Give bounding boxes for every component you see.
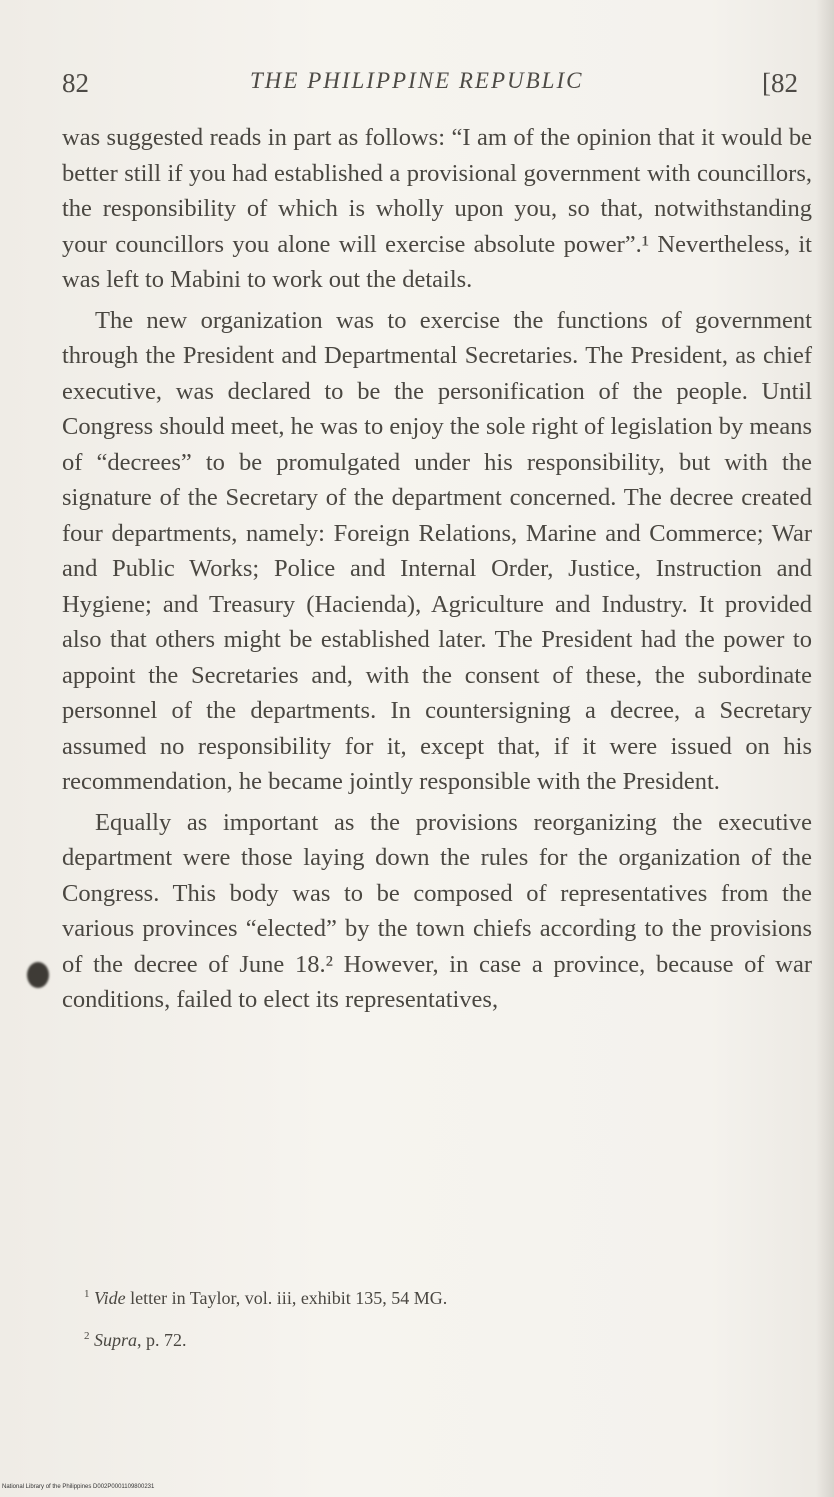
footnote-1 bbox=[84, 1275, 784, 1317]
footnote-mark: 2 bbox=[84, 1330, 90, 1342]
body-text bbox=[62, 120, 812, 1018]
footnote-mark: 1 bbox=[84, 1288, 90, 1300]
page-number-left: 82 bbox=[62, 68, 89, 98]
footnote-italic: Supra bbox=[94, 1330, 138, 1350]
ink-spot bbox=[27, 962, 49, 988]
scan-credit: National Library of the Philippines D002P0001109800231 bbox=[2, 1484, 155, 1490]
footnotes bbox=[84, 1275, 784, 1359]
running-title: THE PHILIPPINE REPUBLIC bbox=[250, 68, 584, 93]
footnote-text: letter in Taylor, vol. iii, exhibit 135, 54 MG. bbox=[125, 1288, 448, 1308]
footnote-2 bbox=[84, 1317, 784, 1359]
paragraph-1: was suggested reads in part as follows: “I am of the opinion that it would be better still if you had established a provisional government with councillors, the responsibility of which is wholly upon you, so that, notwithstanding your councillors you alone will exercise absolute power”.¹ Nevertheless, it was left to Mabini to work out the details. bbox=[62, 124, 812, 293]
footnote-italic: Vide bbox=[94, 1288, 126, 1308]
paragraph-2: The new organization was to exercise the functions of government through the President and Departmental Secretaries. The President, as chief executive, was declared to be the personification of the people. Until Congress should meet, he was to enjoy the sole right of legislation by means of “decrees” to be promulgated under his responsibility, but with the signature of the Secretary of the department concerned. The decree created four departments, namely: Foreign Relations, Marine and Commerce; War and Public Works; Police and Internal Order, Justice, Instruction and Hygiene; and Treasury (Hacienda), Agriculture and Industry. It provided also that others might be established later. The President had the power to appoint the Secretaries and, with the consent of these, the subordinate personnel of the departments. In countersigning a decree, a Secretary assumed no responsibility for it, except that, if it were issued on his recommendation, he became jointly responsible with the President. bbox=[62, 306, 812, 795]
page-header bbox=[62, 68, 834, 108]
paragraph-3: Equally as important as the provisions reorganizing the executive department were those laying down the rules for the organization of the Congress. This body was to be composed of representatives from the various provinces “elected” by the town chiefs according to the provisions of the decree of June 18.² However, in case a province, because of war conditions, failed to elect its representatives, bbox=[62, 808, 812, 1013]
footnote-text: , p. 72. bbox=[137, 1330, 187, 1350]
page-number-right: [82 bbox=[762, 68, 798, 98]
page-edge-shadow bbox=[816, 0, 834, 1497]
